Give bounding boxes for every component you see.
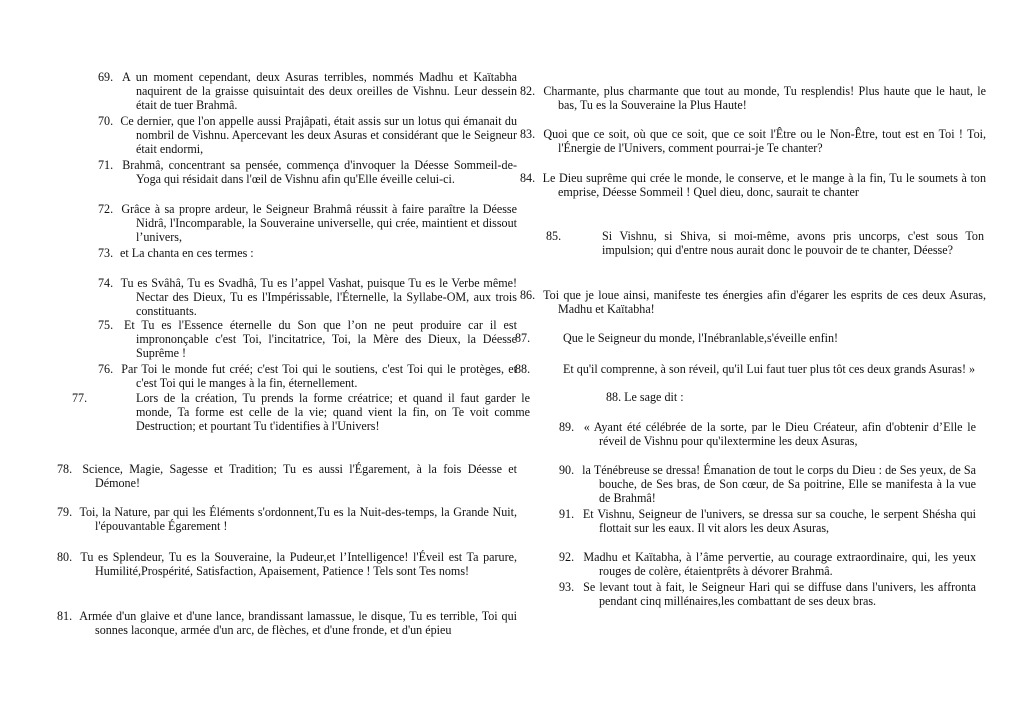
verse-85 [546,229,984,257]
verse-text: Brahmâ, concentrant sa pensée, commença d'invoquer la Déesse Sommeil-de-Yoga qui résidait dans l'œil de Vishnu afin qu'Elle éveille celui-ci. [122,158,517,186]
verse-text: Ce dernier, que l'on appelle aussi Prajâpati, était assis sur un lotus qui émanait du nombril de Vishnu. Apercevant les deux Asuras et considérant que le Seigneur était endormi, [120,114,517,156]
verse-75: 75. Et Tu es l'Essence éternelle du Son que l’on ne peut produire car il est imprononçable c'est Toi, l'incitatrice, Toi, la Mère des Dieux, la Déesse Suprême ! [98,318,517,360]
verse-text: Tu es Svâhâ, Tu es Svadhâ, Tu es l’appel Vashat, puisque Tu es le Verbe même! Nectar des Dieux, Tu es l'Impérissable, l'Éternelle, la Syllabe-OM, aux trois constituants. [120,276,518,318]
verse-text: Armée d'un glaive et d'une lance, brandissant lamassue, le disque, Tu es terrible, Toi qui sonnes laconque, armée d'un arc, de flèches, et d'une fronde, et d'un épieu [79,609,517,637]
verse-text: Et qu'il comprenne, à son réveil, qu'il Lui faut tuer plus tôt ces deux grands Asuras! » [563,362,976,376]
verse-91: 91. Et Vishnu, Seigneur de l'univers, se dressa sur sa couche, le serpent Shésha qui flottait sur les eaux. Il vit alors les deux Asuras, [559,507,976,535]
verse-text: A un moment cependant, deux Asuras terribles, nommés Madhu et Kaïtabha naquirent de la graisse quisuintait des deux oreilles de Vishnu. Leur dessein était de tuer Brahmâ. [121,70,517,112]
verse-84: 84. Le Dieu suprême qui crée le monde, le conserve, et le mange à la fin, Tu le soumets à ton emprise, Déesse Sommeil ! Quel dieu, donc, saurait te chanter [520,171,986,199]
verse-88 [515,362,991,376]
verse-71: 71. Brahmâ, concentrant sa pensée, commença d'invoquer la Déesse Sommeil-de-Yoga qui résidait dans l'œil de Vishnu afin qu'Elle éveille celui-ci. [98,158,517,186]
verse-89: 89. « Ayant été célébrée de la sorte, par le Dieu Créateur, afin d'obtenir d’Elle le réveil de Vishnu pour qu'ilextermine les deux Asuras, [559,420,976,448]
verse-text: Grâce à sa propre ardeur, le Seigneur Brahmâ réussit à faire paraître la Déesse Nidrâ, l'Incomparable, la Souveraine universelle, qui crée, maintient et dissout l’univers, [121,202,518,244]
verse-92: 92. Madhu et Kaïtabha, à l’âme pervertie, au courage extraordinaire, qui, les yeux rouges de colère, étaientprêts à dévorer Brahmâ. [559,550,976,578]
right-page [512,0,1024,724]
verse-text: Lors de la création, Tu prends la forme créatrice; et quand il faut garder le monde, Ta forme est celle de la vie; quand vient la fin, on Te voit comme Destruction; et pourtant Tu t'identifies à l'Univers! [136,391,530,433]
verse-77 [72,391,530,433]
verse-93: 93. Se levant tout à fait, le Seigneur Hari qui se diffuse dans l'univers, les affronta pendant cinq millénaires,les combattant de ses deux bras. [559,580,976,608]
verse-text: Toi que je loue ainsi, manifeste tes énergies afin d'égarer les esprits de ces deux Asuras, Madhu et Kaïtabha! [543,288,986,316]
verse-number: 88. [606,390,622,404]
verse-73: 73. et La chanta en ces termes : [98,246,254,260]
verse-70: 70. Ce dernier, que l'on appelle aussi Prajâpati, était assis sur un lotus qui émanait du nombril de Vishnu. Apercevant les deux Asuras et considérant que le Seigneur était endormi, [98,114,517,156]
verse-text: Science, Magie, Sagesse et Tradition; Tu es aussi l'Égarement, à la fois Déesse et Démone! [82,462,517,490]
verse-text: Et Vishnu, Seigneur de l'univers, se dressa sur sa couche, le serpent Shésha qui flottait sur les eaux. Il vit alors les deux Asuras, [582,507,976,535]
verse-81: 81. Armée d'un glaive et d'une lance, brandissant lamassue, le disque, Tu es terrible, Toi qui sonnes laconque, armée d'un arc, de flèches, et d'une fronde, et d'un épieu [57,609,517,637]
verse-79: 79. Toi, la Nature, par qui les Éléments s'ordonnent,Tu es la Nuit-des-temps, la Grande Nuit, l'épouvantable Égarement ! [57,505,517,533]
verse-text: et La chanta en ces termes : [120,246,254,260]
verse-82: 82. Charmante, plus charmante que tout au monde, Tu resplendis! Plus haute que le haut, le bas, Tu es la Souveraine la Plus Haute! [520,84,986,112]
verse-text: Le Dieu suprême qui crée le monde, le conserve, et le mange à la fin, Tu le soumets à ton emprise, Déesse Sommeil ! Quel dieu, donc, saurait te chanter [542,171,986,199]
verse-88-sage [606,390,906,404]
verse-text: Le sage dit : [624,390,684,404]
verse-text: Charmante, plus charmante que tout au monde, Tu resplendis! Plus haute que le haut, le bas, Tu es la Souveraine la Plus Haute! [543,84,986,112]
verse-76: 76. Par Toi le monde fut créé; c'est Toi qui le soutiens, c'est Toi qui le protèges, et c'est Toi qui le manges à la fin, éternellement. [98,362,517,390]
verse-text: Toi, la Nature, par qui les Éléments s'ordonnent,Tu es la Nuit-des-temps, la Grande Nuit, l'épouvantable Égarement ! [79,505,517,533]
verse-78: 78. Science, Magie, Sagesse et Tradition; Tu es aussi l'Égarement, à la fois Déesse et Démone! [57,462,517,490]
verse-text: Tu es Splendeur, Tu es la Souveraine, la Pudeur,et l’Intelligence! l'Éveil est Ta parure, Humilité,Prospérité, Satisfaction, Apaisement, Patience ! Tels sont Tes noms! [80,550,517,578]
verse-number: 88. [515,362,531,376]
verse-86: 86. Toi que je loue ainsi, manifeste tes énergies afin d'égarer les esprits de ces deux Asuras, Madhu et Kaïtabha! [520,288,986,316]
verse-text: « Ayant été célébrée de la sorte, par le Dieu Créateur, afin d'obtenir d’Elle le réveil de Vishnu pour qu'ilextermine les deux Asuras, [583,420,976,448]
verse-number: 85. [546,229,562,243]
verse-69: 69. A un moment cependant, deux Asuras terribles, nommés Madhu et Kaïtabha naquirent de la graisse quisuintait des deux oreilles de Vishnu. Leur dessein était de tuer Brahmâ. [98,70,517,112]
verse-72: 72. Grâce à sa propre ardeur, le Seigneur Brahmâ réussit à faire paraître la Déesse Nidrâ, l'Incomparable, la Souveraine universelle, qui crée, maintient et dissout l’univers, [98,202,518,244]
verse-90: 90. la Ténébreuse se dressa! Émanation de tout le corps du Dieu : de Ses yeux, de Sa bouche, de Ses bras, de Son cœur, de Sa poitrine, Elle se manifesta à la vue de Brahmâ! [559,463,977,505]
verse-text: Par Toi le monde fut créé; c'est Toi qui le soutiens, c'est Toi qui le protèges, et c'est Toi qui le manges à la fin, éternellement. [121,362,517,390]
verse-83: 83. Quoi que ce soit, où que ce soit, que ce soit l'Être ou le Non-Être, tout est en Toi ! Toi, l'Énergie de l'Univers, comment pourrai-je Te chanter? [520,127,986,155]
verse-text: la Ténébreuse se dressa! Émanation de tout le corps du Dieu : de Ses yeux, de Sa bouche, de Ses bras, de Son cœur, de Sa poitrine, Elle se manifesta à la vue de Brahmâ! [582,463,977,505]
verse-text: Madhu et Kaïtabha, à l’âme pervertie, au courage extraordinaire, qui, les yeux rouges de colère, étaientprêts à dévorer Brahmâ. [583,550,976,578]
verse-text: Si Vishnu, si Shiva, si moi-même, avons pris uncorps, c'est sous Ton impulsion; qui d'entre nous aurait donc le pouvoir de te chanter, Déesse? [602,229,984,257]
verse-text: Quoi que ce soit, où que ce soit, que ce soit l'Être ou le Non-Être, tout est en Toi ! Toi, l'Énergie de l'Univers, comment pourrai-je Te chanter? [543,127,986,155]
verse-text: Se levant tout à fait, le Seigneur Hari qui se diffuse dans l'univers, les affronta pendant cinq millénaires,les combattant de ses deux bras. [583,580,976,608]
verse-87 [515,331,991,345]
verse-number: 77. [72,391,88,405]
verse-80: 80. Tu es Splendeur, Tu es la Souveraine, la Pudeur,et l’Intelligence! l'Éveil est Ta parure, Humilité,Prospérité, Satisfaction, Apaisement, Patience ! Tels sont Tes noms! [57,550,517,578]
verse-74: 74. Tu es Svâhâ, Tu es Svadhâ, Tu es l’appel Vashat, puisque Tu es le Verbe même! Nectar des Dieux, Tu es l'Impérissable, l'Éternelle, la Syllabe-OM, aux trois constituants. [98,276,518,318]
verse-text: Et Tu es l'Essence éternelle du Son que l’on ne peut produire car il est imprononçable c'est Toi, l'incitatrice, Toi, la Mère des Dieux, la Déesse Suprême ! [123,318,517,360]
verse-number: 87. [515,331,531,345]
verse-text: Que le Seigneur du monde, l'Inébranlable,s'éveille enfin! [563,331,839,345]
